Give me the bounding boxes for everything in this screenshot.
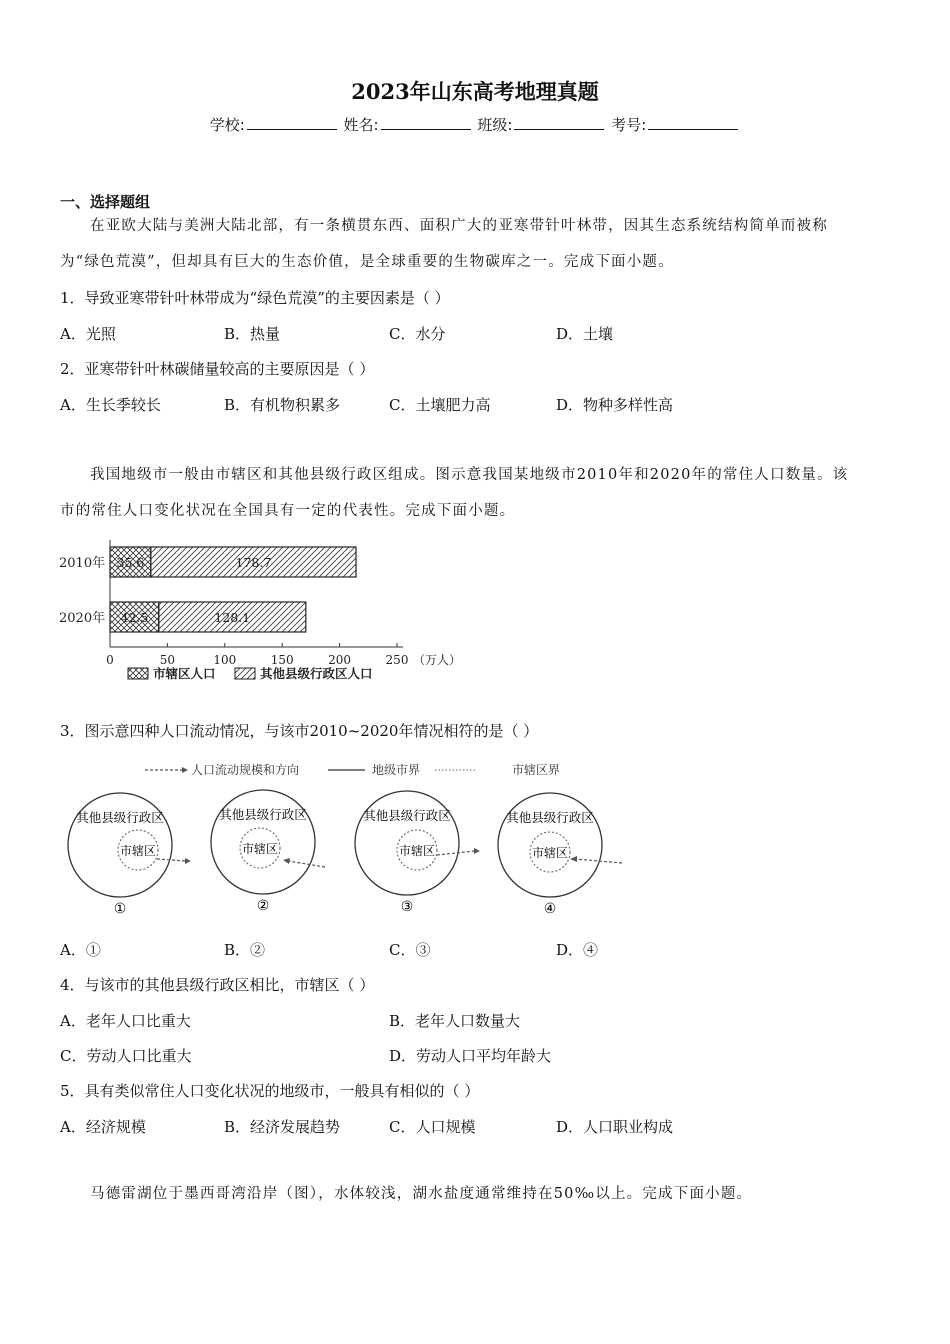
- inner-label: 市辖区: [398, 844, 436, 858]
- q1-option-c[interactable]: C．水分: [389, 325, 446, 343]
- bar-value-label: 178.7: [235, 555, 272, 570]
- x-tick-label: 150: [270, 653, 294, 667]
- population-bar-chart: [55, 535, 475, 695]
- bar-value-label: 35.6: [116, 555, 145, 570]
- passage-3: [60, 1178, 892, 1210]
- name-blank[interactable]: [381, 115, 471, 130]
- outer-label: 其他县级行政区: [506, 810, 594, 825]
- arrow-head-icon: [185, 858, 191, 864]
- x-tick-label: 100: [213, 653, 237, 667]
- x-tick-label: 200: [328, 653, 352, 667]
- question-4-stem: 4．与该市的其他县级行政区相比，市辖区（ ）: [60, 976, 375, 994]
- x-tick-label: 250: [385, 653, 409, 667]
- q4-option-c[interactable]: C．劳动人口比重大: [60, 1047, 192, 1065]
- outer-label: 其他县级行政区: [219, 807, 307, 822]
- q5-option-b[interactable]: B．经济发展趋势: [224, 1118, 341, 1136]
- q2-option-b[interactable]: B．有机物积累多: [224, 396, 341, 414]
- flow-arrow: [437, 851, 475, 855]
- legend-arrow-icon: [182, 767, 188, 773]
- diagram-4: [498, 793, 622, 917]
- q3-option-b[interactable]: B．②: [224, 941, 266, 959]
- legend-district-boundary-label: 市辖区界: [512, 763, 561, 777]
- question-3-stem: 3．图示意四种人口流动情况，与该市2010~2020年情况相符的是（ ）: [60, 722, 539, 740]
- q4-option-b[interactable]: B．老年人口数量大: [389, 1012, 521, 1030]
- city-boundary-circle: [498, 793, 602, 897]
- question-5-stem: 5．具有类似常住人口变化状况的地级市，一般具有相似的（ ）: [60, 1082, 480, 1100]
- q5-option-a[interactable]: A．经济规模: [60, 1118, 146, 1136]
- q5-option-c[interactable]: C．人口规模: [389, 1118, 476, 1136]
- arrow-head-icon: [283, 858, 290, 864]
- diagram-number: ③: [400, 899, 414, 915]
- legend-label-district: 市辖区人口: [153, 666, 216, 681]
- legend-flow-label: 人口流动规模和方向: [191, 763, 300, 777]
- q1-option-b[interactable]: B．热量: [224, 325, 281, 343]
- inner-label: 市辖区: [241, 842, 279, 856]
- q2-option-d[interactable]: D．物种多样性高: [556, 396, 674, 414]
- q3-option-a[interactable]: A．①: [60, 941, 101, 959]
- passage-3-line-1: 马德雷湖位于墨西哥湾沿岸（图），水体较浅，湖水盐度通常维持在50‰以上。完成下面小题。: [90, 1186, 753, 1202]
- exam-no-label: 考号:: [611, 116, 647, 134]
- passage-2: [60, 459, 892, 527]
- legend-swatch-district: [128, 668, 148, 679]
- diagram-1: [68, 793, 191, 917]
- exam-no-blank[interactable]: [648, 115, 738, 130]
- diagram-2: [211, 790, 325, 914]
- legend-city-boundary-label: 地级市界: [372, 763, 421, 777]
- category-label: 2020年: [59, 611, 106, 626]
- inner-label: 市辖区: [119, 844, 157, 858]
- arrow-head-icon: [570, 856, 577, 862]
- passage-2-line-2: 市的常住人口变化状况在全国具有一定的代表性。完成下面小题。: [60, 503, 516, 519]
- flow-arrow: [157, 859, 185, 861]
- bar-value-label: 128.1: [214, 610, 251, 625]
- arrow-head-icon: [474, 848, 480, 854]
- outer-label: 其他县级行政区: [363, 808, 451, 823]
- x-axis-unit-label: （万人）: [413, 653, 462, 667]
- legend-label-other-counties: 其他县级行政区人口: [260, 666, 373, 681]
- page-title: 2023年山东高考地理真题: [351, 79, 599, 104]
- student-info-line: [0, 114, 950, 135]
- passage-1: [60, 210, 892, 278]
- category-label: 2010年: [59, 556, 106, 571]
- legend-swatch-other-counties: [235, 668, 255, 679]
- class-label: 班级:: [477, 116, 513, 134]
- q1-option-d[interactable]: D．土壤: [556, 325, 614, 343]
- class-blank[interactable]: [514, 115, 604, 130]
- name-label: 姓名:: [343, 116, 379, 134]
- bar-value-label: 42.5: [120, 610, 149, 625]
- section-title: 一、选择题组: [60, 193, 151, 211]
- q3-option-d[interactable]: D．④: [556, 941, 599, 959]
- q4-option-a[interactable]: A．老年人口比重大: [60, 1012, 191, 1030]
- diagram-number: ①: [113, 901, 127, 917]
- passage-1-line-2: 为“绿色荒漠”，但却具有巨大的生态价值，是全球重要的生物碳库之一。完成下面小题。: [60, 254, 674, 270]
- passage-2-line-1: 我国地级市一般由市辖区和其他县级行政区组成。图示意我国某地级市2010年和2020年的常住人口数量。该: [90, 467, 849, 483]
- q4-option-d[interactable]: D．劳动人口平均年龄大: [389, 1047, 552, 1065]
- q5-option-d[interactable]: D．人口职业构成: [556, 1118, 674, 1136]
- question-1-stem: 1．导致亚寒带针叶林带成为“绿色荒漠”的主要因素是（ ）: [60, 289, 450, 307]
- question-2-stem: 2．亚寒带针叶林碳储量较高的主要原因是（ ）: [60, 360, 375, 378]
- flow-arrow: [288, 861, 325, 867]
- q3-option-c[interactable]: C．③: [389, 941, 431, 959]
- city-boundary-circle: [355, 791, 459, 895]
- diagram-number: ②: [256, 898, 270, 914]
- migration-figure: [60, 755, 640, 920]
- inner-label: 市辖区: [531, 846, 569, 860]
- diagram-number: ④: [543, 901, 557, 917]
- passage-1-line-1: 在亚欧大陆与美洲大陆北部，有一条横贯东西、面积广大的亚寒带针叶林带，因其生态系统结构简单而被称: [90, 218, 828, 234]
- diagram-3: [355, 791, 480, 915]
- q2-option-a[interactable]: A．生长季较长: [60, 396, 161, 414]
- x-tick-label: 50: [159, 653, 176, 667]
- school-blank[interactable]: [247, 115, 337, 130]
- q1-option-a[interactable]: A．光照: [60, 325, 116, 343]
- school-label: 学校:: [209, 116, 245, 134]
- outer-label: 其他县级行政区: [76, 810, 164, 825]
- q2-option-c[interactable]: C．土壤肥力高: [389, 396, 491, 414]
- x-tick-label: 0: [106, 653, 114, 667]
